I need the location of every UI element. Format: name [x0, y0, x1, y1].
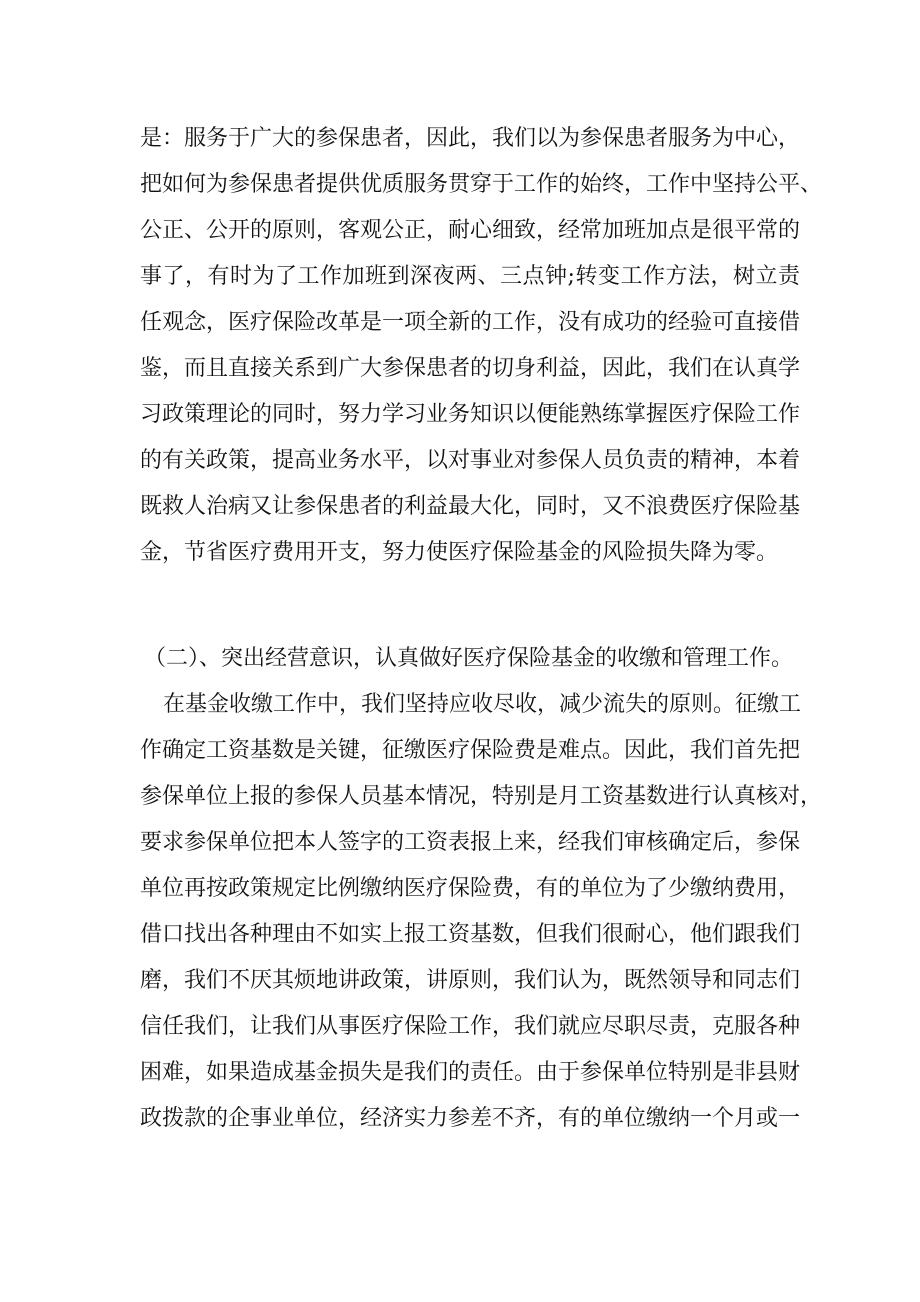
- paragraph-line: 政拨款的企事业单位，经济实力参差不齐，有的单位缴纳一个月或一: [140, 1106, 801, 1131]
- paragraph-line: 是：服务于广大的参保患者，因此，我们以为参保患者服务为中心，: [140, 126, 801, 151]
- paragraph-line: 习政策理论的同时，努力学习业务知识以便能熟练掌握医疗保险工作: [140, 402, 801, 427]
- paragraph-line: 参保单位上报的参保人员基本情况，特别是月工资基数进行认真核对，: [140, 784, 823, 809]
- section-heading: （二）、突出经营意识，认真做好医疗保险基金的收缴和管理工作。: [144, 646, 794, 671]
- paragraph-line: 要求参保单位把本人签字的工资表报上来，经我们审核确定后，参保: [140, 830, 801, 855]
- paragraph-line: 把如何为参保患者提供优质服务贯穿于工作的始终，工作中坚持公平、: [140, 172, 823, 197]
- paragraph-line: 既救人治病又让参保患者的利益最大化，同时，又不浪费医疗保险基: [140, 494, 801, 519]
- paragraph-line: 作确定工资基数是关键，征缴医疗保险费是难点。因此，我们首先把: [140, 738, 801, 763]
- paragraph-line: 金，节省医疗费用开支，努力使医疗保险基金的风险损失降为零。: [140, 540, 779, 565]
- paragraph-line: 单位再按政策规定比例缴纳医疗保险费，有的单位为了少缴纳费用，: [140, 876, 801, 901]
- paragraph-line: 借口找出各种理由不如实上报工资基数，但我们很耐心，他们跟我们: [140, 922, 801, 947]
- paragraph-line: 磨，我们不厌其烦地讲政策，讲原则，我们认为，既然领导和同志们: [140, 968, 801, 993]
- paragraph-line: 的有关政策，提高业务水平，以对事业对参保人员负责的精神，本着: [140, 448, 801, 473]
- paragraph-line: 鉴，而且直接关系到广大参保患者的切身利益，因此，我们在认真学: [140, 356, 801, 381]
- paragraph-line: 困难，如果造成基金损失是我们的责任。由于参保单位特别是非县财: [140, 1060, 801, 1085]
- paragraph-line: 在基金收缴工作中，我们坚持应收尽收，减少流失的原则。征缴工: [163, 692, 802, 717]
- paragraph-line: 公正、公开的原则，客观公正，耐心细致，经常加班加点是很平常的: [140, 218, 801, 243]
- paragraph-line: 事了，有时为了工作加班到深夜两、三点钟;转变工作方法，树立责: [140, 264, 800, 289]
- paragraph-line: 信任我们，让我们从事医疗保险工作，我们就应尽职尽责，克服各种: [140, 1014, 801, 1039]
- paragraph-line: 任观念，医疗保险改革是一项全新的工作，没有成功的经验可直接借: [140, 310, 801, 335]
